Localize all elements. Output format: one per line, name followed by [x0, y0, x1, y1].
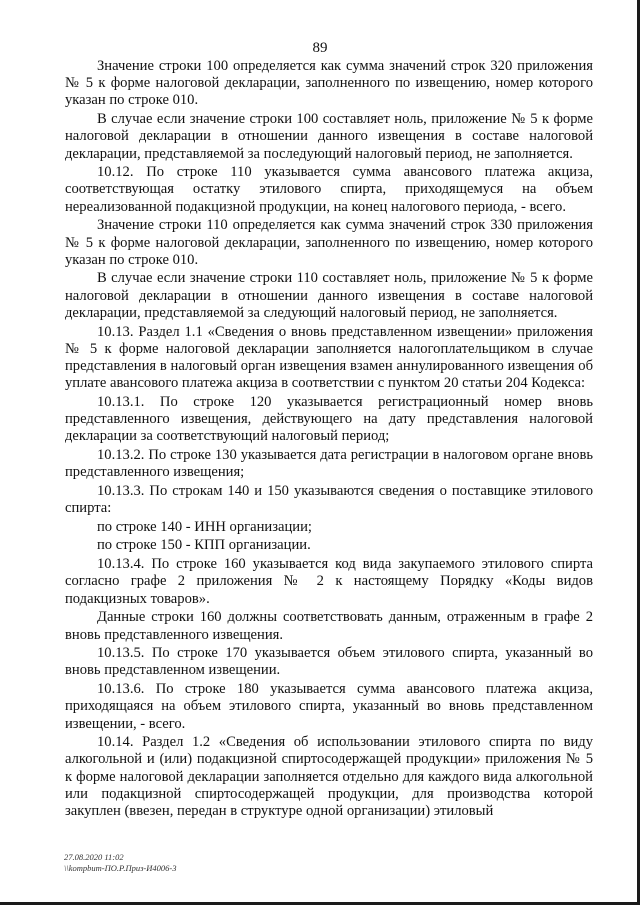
paragraph: по строке 150 - КПП организации. [97, 537, 311, 554]
paragraph: 10.13.6. По строке 180 указывается сумма авансового платежа акциза, приходящаяся на объем этилового спирта, указанный во вновь представленном извещении, - всего. [65, 681, 593, 732]
footer-date: 27.08.2020 11:02 [64, 852, 124, 862]
paragraph: Значение строки 100 определяется как сумма значений строк 320 приложения № 5 к форме налоговой декларации, заполненного по извещению, номер которого указан по строке 010. [65, 58, 593, 109]
paragraph: Данные строки 160 должны соответствовать данным, отраженным в графе 2 вновь представленного извещения. [65, 609, 593, 643]
paragraph: 10.13.4. По строке 160 указывается код вида закупаемого этилового спирта согласно графе 2 приложения № 2 к настоящему Порядку «Коды видов подакцизных товаров». [65, 556, 593, 607]
page-number: 89 [312, 40, 328, 56]
paragraph: 10.13.2. По строке 130 указывается дата регистрации в налоговом органе вновь представленного извещения; [65, 446, 593, 481]
document-body [65, 58, 593, 822]
paragraph: 10.14. Раздел 1.2 «Сведения об использовании этилового спирта по виду алкогольной и (или) подакцизной спиртосодержащей продукции» приложения № 5 к форме налоговой декларации заполняется отдельно для каждого вида алкогольной или подакцизной спиртосодержащей продукции, для производства которой закуплен (ввезен, передан в структуре одной организации) этиловый [65, 734, 593, 820]
paragraph: 10.13. Раздел 1.1 «Сведения о вновь представленном извещении» приложения № 5 к форме налоговой декларации заполняется налогоплательщиком в случае представления в налоговый орган извещения взамен аннулированного извещения об уплате авансового платежа акциза в соответствии с пунктом 20 статьи 204 Кодекса: [65, 323, 593, 392]
paragraph: 10.12. По строке 110 указывается сумма авансового платежа акциза, соответствующая остатку этилового спирта, приходящемуся на объем нереализованной подакцизной продукции, на конец налогового периода, - всего. [65, 164, 593, 215]
paragraph: 10.13.1. По строке 120 указывается регистрационный номер вновь представленного извещения, действующего на дату представления налоговой декларации за соответствующий налоговый период; [65, 393, 593, 445]
paragraph: 10.13.3. По строкам 140 и 150 указываются сведения о поставщике этилового спирта: [65, 482, 593, 517]
paragraph: В случае если значение строки 110 составляет ноль, приложение № 5 к форме налоговой декларации в отношении данного извещения в составе налоговой декларации, представляемой за следующий налоговый период, не заполняется. [65, 270, 593, 321]
footer-path: \\kompbum-ПО.Р.Приз-И4006-3 [64, 862, 177, 873]
paragraph: Значение строки 110 определяется как сумма значений строк 330 приложения № 5 к форме налоговой декларации, заполненного по извещению, номер которого указан по строке 010. [65, 217, 593, 268]
paragraph: 10.13.5. По строке 170 указывается объем этилового спирта, указанный во вновь представленном извещении. [65, 645, 593, 679]
paragraph: В случае если значение строки 100 составляет ноль, приложение № 5 к форме налоговой декларации в отношении данного извещения в составе налоговой декларации, представляемой за последующий налоговый период, не заполняется. [65, 111, 593, 162]
document-footer [64, 852, 176, 873]
paragraph: по строке 140 - ИНН организации; [97, 518, 312, 535]
